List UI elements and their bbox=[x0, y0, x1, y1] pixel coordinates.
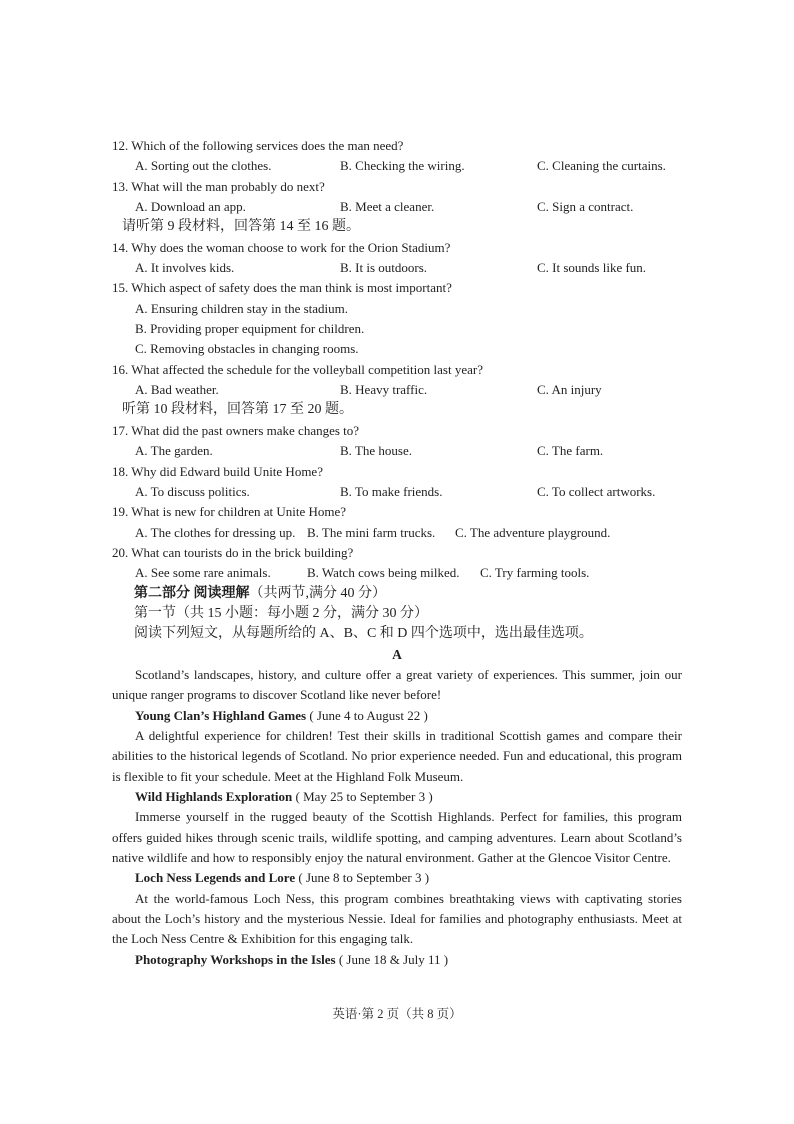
question-14-option-b: B. It is outdoors. bbox=[340, 260, 428, 276]
page-footer bbox=[0, 1004, 794, 1022]
question-17-option-b: B. The house. bbox=[340, 443, 412, 459]
program-title-text: Wild Highlands Exploration bbox=[135, 789, 293, 804]
passage-letter: A bbox=[392, 646, 402, 662]
program-title bbox=[112, 868, 682, 888]
question-13-text: What will the man probably do next? bbox=[131, 178, 325, 194]
program-body: At the world-famous Loch Ness, this program combines breathtaking views with captivating stories about the Loch’s history and the mysterious Nessie. Ideal for families and photography enthusiasts. Meet at the Loch Ness Centre & Exhibition for this engaging talk. bbox=[112, 890, 682, 947]
question-16-number: 16. bbox=[112, 361, 129, 377]
question-19-option-a: A. The clothes for dressing up. bbox=[135, 524, 296, 540]
question-12-option-b: B. Checking the wiring. bbox=[340, 158, 465, 174]
part2-heading-detail: （共两节,满分 40 分） bbox=[249, 585, 386, 601]
question-14-text: Why does the woman choose to work for the Orion Stadium? bbox=[131, 239, 451, 255]
program-date: ( June 4 to August 22 ) bbox=[309, 707, 428, 723]
question-12-options bbox=[112, 156, 682, 176]
program-title bbox=[112, 787, 682, 807]
question-14-options bbox=[112, 258, 682, 278]
question-19-options bbox=[112, 523, 682, 543]
question-16-option-a: A. Bad weather. bbox=[135, 382, 219, 398]
question-14-stem bbox=[112, 238, 682, 258]
question-20-number: 20. bbox=[112, 544, 129, 560]
question-15-option-c: C. Removing obstacles in changing rooms. bbox=[135, 341, 359, 357]
program-date: ( June 8 to September 3 ) bbox=[298, 870, 430, 886]
program-title-text: Photography Workshops in the Isles bbox=[135, 951, 336, 967]
reading-instruction: 阅读下列短文，从每题所给的 A、B、C 和 D 四个选项中，选出最佳选项。 bbox=[134, 626, 593, 642]
question-12-number: 12. bbox=[112, 138, 129, 153]
question-17-number: 17. bbox=[112, 422, 129, 438]
question-13-option-b: B. Meet a cleaner. bbox=[340, 199, 435, 215]
question-16-text: What affected the schedule for the volleyball competition last year? bbox=[131, 361, 483, 377]
question-16-option-c: C. An injury bbox=[537, 382, 602, 398]
page-footer-text: 英语·第 2 页（共 8 页） bbox=[332, 1007, 462, 1021]
page-content bbox=[112, 136, 682, 970]
question-17-option-a: A. The garden. bbox=[135, 443, 213, 459]
question-16-stem bbox=[112, 360, 682, 380]
question-12-option-a: A. Sorting out the clothes. bbox=[135, 158, 272, 174]
question-19-text: What is new for children at Unite Home? bbox=[131, 504, 347, 520]
question-14-number: 14. bbox=[112, 239, 129, 255]
program-date: ( June 18 & July 11 ) bbox=[338, 951, 449, 967]
question-20-option-b: B. Watch cows being milked. bbox=[307, 565, 460, 581]
question-18-option-c: C. To collect artworks. bbox=[537, 483, 656, 499]
question-14-option-c: C. It sounds like fun. bbox=[537, 260, 647, 276]
program-title-text: Young Clan’s Highland Games bbox=[135, 707, 307, 723]
question-19-option-c: C. The adventure playground. bbox=[455, 524, 611, 540]
question-19-option-b: B. The mini farm trucks. bbox=[307, 524, 436, 540]
listening-questions-section bbox=[112, 136, 682, 584]
reading-section bbox=[112, 584, 682, 971]
question-15-number: 15. bbox=[112, 280, 129, 296]
passage-a bbox=[112, 665, 682, 970]
question-15-text: Which aspect of safety does the man think is most important? bbox=[131, 280, 452, 296]
program-title bbox=[112, 950, 682, 970]
question-13-number: 13. bbox=[112, 178, 129, 194]
question-20-option-c: C. Try farming tools. bbox=[480, 565, 590, 581]
question-15-stem bbox=[112, 278, 682, 298]
question-17-text: What did the past owners make changes to? bbox=[131, 422, 360, 438]
part2-heading-title: 第二部分 阅读理解 bbox=[134, 585, 250, 601]
listening-direction: 请听第 9 段材料，回答第 14 至 16 题。 bbox=[122, 219, 360, 235]
passage-intro: Scotland’s landscapes, history, and culture offer a great variety of experiences. This summer, join our unique ranger programs to discover Scotland like never before! bbox=[112, 666, 682, 703]
question-20-text: What can tourists do in the brick building? bbox=[131, 544, 354, 560]
program-date: ( May 25 to September 3 ) bbox=[295, 789, 433, 804]
program-title bbox=[112, 706, 682, 726]
question-18-option-b: B. To make friends. bbox=[340, 483, 443, 499]
question-19-stem bbox=[112, 502, 682, 522]
question-15-option-a: A. Ensuring children stay in the stadium. bbox=[135, 300, 349, 316]
question-13-option-c: C. Sign a contract. bbox=[537, 199, 634, 215]
question-17-options bbox=[112, 441, 682, 461]
question-16-option-b: B. Heavy traffic. bbox=[340, 382, 428, 398]
question-13-options bbox=[112, 197, 682, 217]
question-17-stem bbox=[112, 421, 682, 441]
question-18-option-a: A. To discuss politics. bbox=[135, 483, 250, 499]
question-12-text: Which of the following services does the man need? bbox=[131, 138, 404, 153]
question-18-stem bbox=[112, 462, 682, 482]
question-16-options bbox=[112, 380, 682, 400]
question-14-option-a: A. It involves kids. bbox=[135, 260, 235, 276]
program-body: A delightful experience for children! Test their skills in traditional Scottish games and compare their abilities to the historical legends of Scotland. No prior experience needed. Fun and educational, this program is flexible to fit your schedule. Meet at the Highland Folk Museum. bbox=[112, 727, 682, 784]
question-15-option-b: B. Providing proper equipment for children. bbox=[135, 321, 365, 337]
question-17-option-c: C. The farm. bbox=[537, 443, 604, 459]
question-13-stem bbox=[112, 177, 682, 197]
question-13-option-a: A. Download an app. bbox=[135, 199, 246, 215]
question-12-stem bbox=[112, 136, 682, 156]
question-20-stem bbox=[112, 543, 682, 563]
question-18-options bbox=[112, 482, 682, 502]
question-18-text: Why did Edward build Unite Home? bbox=[131, 463, 323, 479]
question-18-number: 18. bbox=[112, 463, 129, 479]
question-12-option-c: C. Cleaning the curtains. bbox=[537, 158, 666, 174]
part2-heading bbox=[112, 584, 682, 604]
program-body: Immerse yourself in the rugged beauty of the Scottish Highlands. Perfect for families, this program offers guided hikes through scenic trails, wildlife spotting, and camping adventures. Learn about Scotland’s native wildlife and how to responsibly enjoy the natural environment. Gather at the Glencoe Visitor Centre. bbox=[112, 809, 682, 866]
question-19-number: 19. bbox=[112, 504, 129, 520]
question-20-option-a: A. See some rare animals. bbox=[135, 565, 271, 581]
section1-heading: 第一节（共 15 小题：每小题 2 分，满分 30 分） bbox=[134, 605, 428, 621]
program-title-text: Loch Ness Legends and Lore bbox=[135, 870, 296, 886]
question-20-options bbox=[112, 563, 682, 583]
listening-direction: 听第 10 段材料，回答第 17 至 20 题。 bbox=[122, 402, 353, 418]
